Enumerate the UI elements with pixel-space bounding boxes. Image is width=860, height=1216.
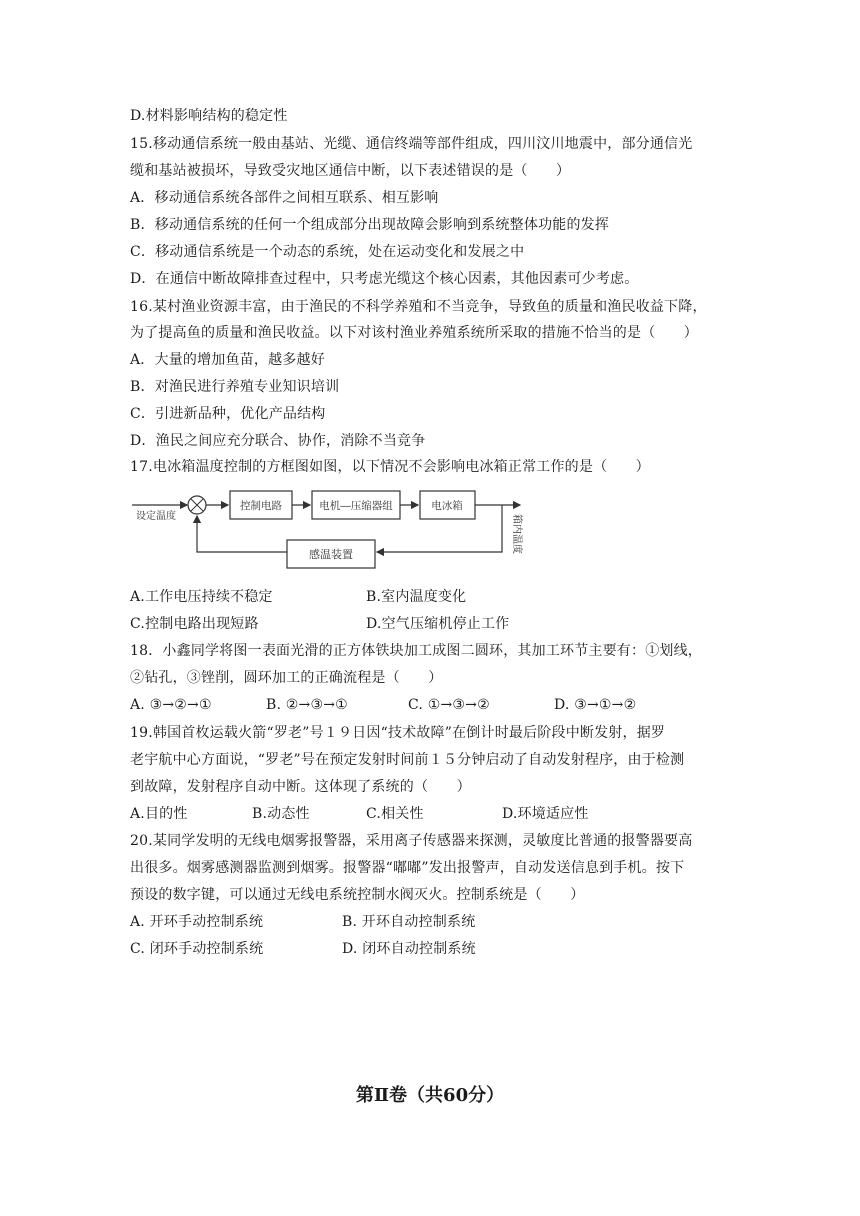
question-16-text: 16.某村渔业资源丰富，由于渔民的不科学养殖和不当竞争，导致鱼的质量和渔民收益下降， [130,299,707,315]
question-19-text-cont1: 老宇航中心方面说，“罗老”号在预定发射时间前１５分钟启动了自动发射程序，由于检测 [130,752,685,768]
question-18-option-d: D. ③→①→② [554,697,637,713]
question-17-option-d: D.空气压缩机停止工作 [366,616,510,632]
fridge-control-block-diagram [130,482,530,582]
question-16-option-a: A．大量的增加鱼苗，越多越好 [130,352,325,368]
question-16-option-d: D．渔民之间应充分联合、协作，消除不当竞争 [130,433,426,449]
question-19-text-cont2: 到故障，发射程序自动中断。这体现了系统的（ ） [130,779,471,795]
question-18-options [130,695,730,715]
question-16-option-b: B．对渔民进行养殖专业知识培训 [130,379,340,395]
question-20-text: 20.某同学发明的无线电烟雾报警器，采用离子传感器来探测，灵敏度比普通的报警器要高 [130,833,693,849]
question-18-option-c: C. ①→③→② [408,697,490,713]
question-20-option-d: D. 闭环自动控制系统 [342,941,476,957]
input-label: 设定温度 [136,511,176,522]
fridge-label: 电冰箱 [431,500,463,512]
question-20-option-b: B. 开环自动控制系统 [342,914,476,930]
question-15-text: 15.移动通信系统一般由基站、光缆、通信终端等部件组成，四川汶川地震中，部分通信光 [130,136,693,152]
comparator-icon [188,496,206,514]
question-15-option-a: A．移动通信系统各部件之间相互联系、相互影响 [130,190,439,206]
question-17-option-a: A.工作电压持续不稳定 [130,589,273,605]
question-19-option-d: D.环境适应性 [502,806,589,822]
question-17-option-b: B.室内温度变化 [366,589,467,605]
question-19-options [130,804,730,824]
control-circuit-label: 控制电路 [240,500,282,512]
option-d-previous: D.材料影响结构的稳定性 [130,108,288,124]
question-18-option-b: B. ②→③→① [266,697,348,713]
question-17-option-c: C.控制电路出现短路 [130,616,259,632]
feedback-path-left [197,516,287,552]
question-19-option-b: B.动态性 [252,806,310,822]
question-19-text: 19.韩国首枚运载火箭“罗老”号１９日因“技术故障”在倒计时最后阶段中断发射，据罗 [130,725,666,741]
question-15-option-d: D．在通信中断故障排查过程中，只考虑光缆这个核心因素，其他因素可少考虑。 [130,271,639,287]
question-15-option-b: B．移动通信系统的任何一个组成部分出现故障会影响到系统整体功能的发挥 [130,217,610,233]
question-16-text-cont: 为了提高鱼的质量和渔民收益。以下对该村渔业养殖系统所采取的措施不恰当的是（ ） [130,325,698,341]
question-19-option-a: A.目的性 [130,806,188,822]
question-18-option-a: A. ③→②→① [130,697,212,713]
motor-compressor-label: 电机—压缩器组 [319,500,393,512]
question-20-option-a: A. 开环手动控制系统 [130,914,264,930]
question-20-options-row2 [130,939,690,959]
question-20-option-c: C. 闭环手动控制系统 [130,941,264,957]
question-20-options-row1 [130,912,690,932]
question-20-text-cont2: 预设的数字键，可以通过无线电系统控制水阀灭火。控制系统是（ ） [130,887,585,903]
question-20-text-cont1: 出很多。烟雾感测器监测到烟雾。报警器“嘟嘟”发出报警声，自动发送信息到手机。按下 [130,860,685,876]
question-15-text-cont: 缆和基站被损坏，导致受灾地区通信中断，以下表述错误的是（ ） [130,163,571,179]
question-19-option-c: C.相关性 [366,806,424,822]
question-17-options-row1 [130,587,690,607]
question-18-text-cont: ②钻孔，③锉削，圆环加工的正确流程是（ ） [130,670,443,686]
question-16-option-c: C．引进新品种，优化产品结构 [130,406,326,422]
question-15-option-c: C．移动通信系统是一个动态的系统，处在运动变化和发展之中 [130,244,525,260]
question-17-text: 17.电冰箱温度控制的方框图如图，以下情况不会影响电冰箱正常工作的是（ ） [130,459,650,475]
sensor-label: 感温装置 [309,549,353,561]
section-title: 第Ⅱ卷（共60分） [355,1085,505,1106]
question-18-text: 18．小鑫同学将图一表面光滑的正方体铁块加工成图二圆环，其加工环节主要有：①划线， [130,643,703,659]
output-label: 箱内温度 [511,514,522,554]
question-17-options-row2 [130,614,690,634]
